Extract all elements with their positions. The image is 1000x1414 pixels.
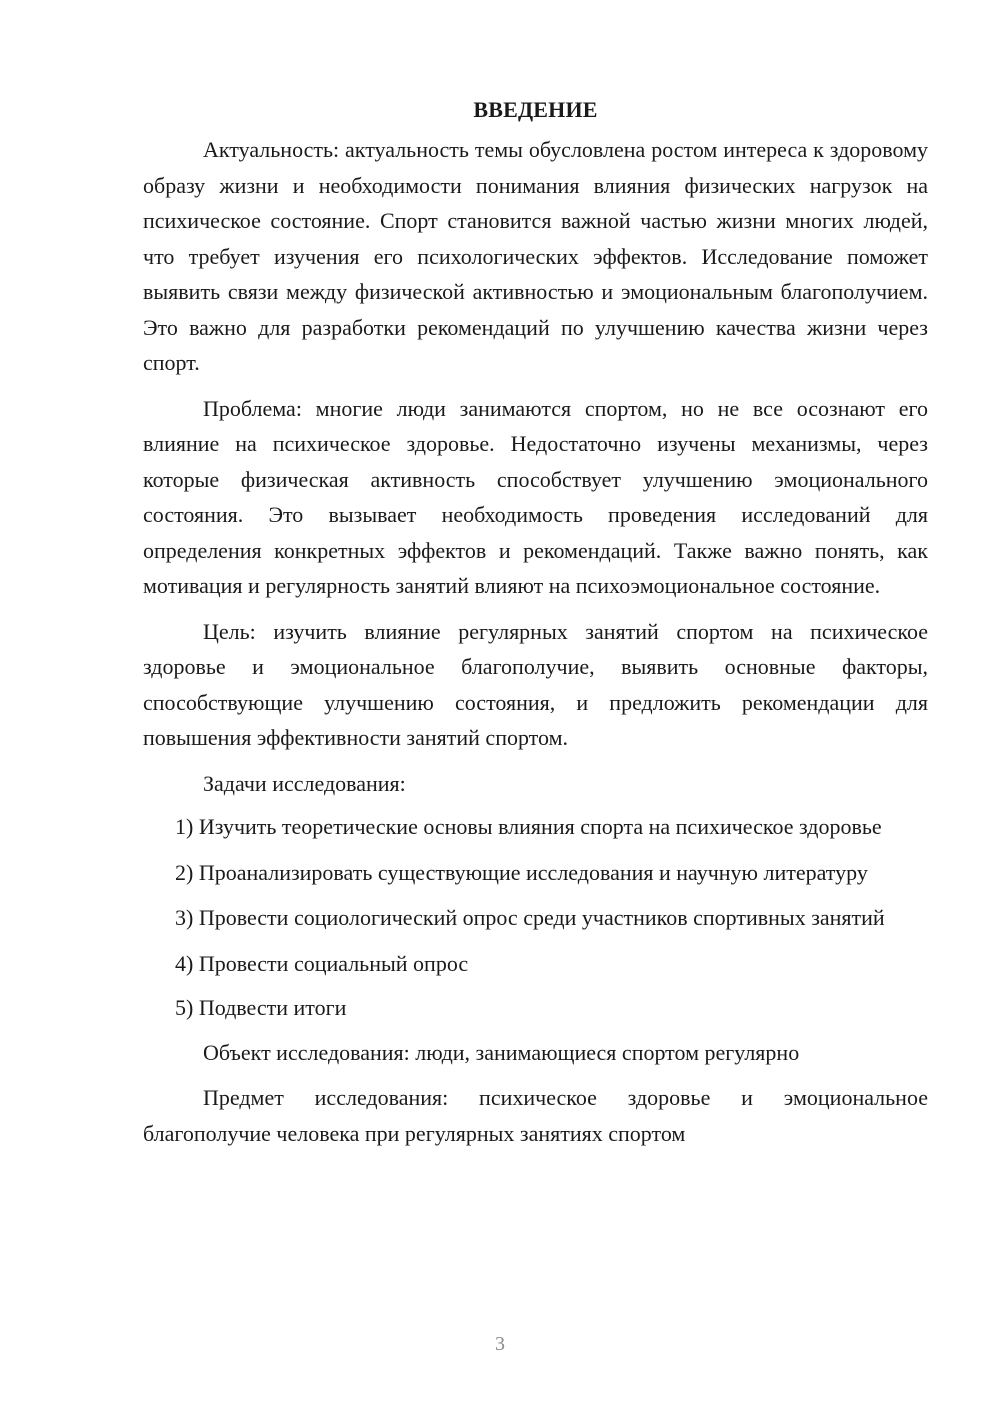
- section-heading: ВВЕДЕНИЕ: [473, 97, 598, 122]
- task-item-1: 1) Изучить теоретические основы влияния спорта на психическое здоровье: [175, 814, 882, 839]
- goal-paragraph: Цель: изучить влияние регулярных занятий спортом на психическое здоровье и эмоциональное благополучие, выявить основные факторы, способствующие улучшению состояния, и предложить рекомендации для повышения эффективности занятий спортом.: [143, 618, 928, 750]
- task-item-3: 3) Провести социологический опрос среди участников спортивных занятий: [175, 905, 885, 930]
- document-page: [143, 90, 928, 1161]
- subject-paragraph: Предмет исследования: психическое здоровье и эмоциональное благополучие человека при регулярных занятиях спортом: [143, 1085, 928, 1146]
- task-item-4: 4) Провести социальный опрос: [175, 950, 469, 976]
- task-item-5: 5) Подвести итоги: [175, 995, 347, 1020]
- page-number: 3: [495, 1333, 505, 1355]
- tasks-title: Задачи исследования:: [203, 770, 406, 796]
- object-paragraph: Объект исследования: люди, занимающиеся спортом регулярно: [203, 1039, 800, 1065]
- task-item-2: 2) Проанализировать существующие исследования и научную литературу: [175, 859, 868, 885]
- relevance-paragraph: Актуальность: актуальность темы обусловлена ростом интереса к здоровому образу жизни и необходимости понимания влияния физических нагрузок на психическое состояние. Спорт становится важной частью жизни многих людей, что требует изучения его психологических эффектов. Исследование поможет выявить связи между физической активностью и эмоциональным благополучием. Это важно для разработки рекомендаций по улучшению качества жизни через спорт.: [143, 137, 928, 375]
- tasks-list: [143, 809, 928, 1026]
- problem-paragraph: Проблема: многие люди занимаются спортом, но не все осознают его влияние на психическое здоровье. Недостаточно изучены механизмы, через которые физическая активность способствует улучшению эмоционального состояния. Это вызывает необходимость проведения исследований для определения конкретных эффектов и рекомендаций. Также важно понять, как мотивация и регулярность занятий влияют на психоэмоциональное состояние.: [143, 395, 928, 598]
